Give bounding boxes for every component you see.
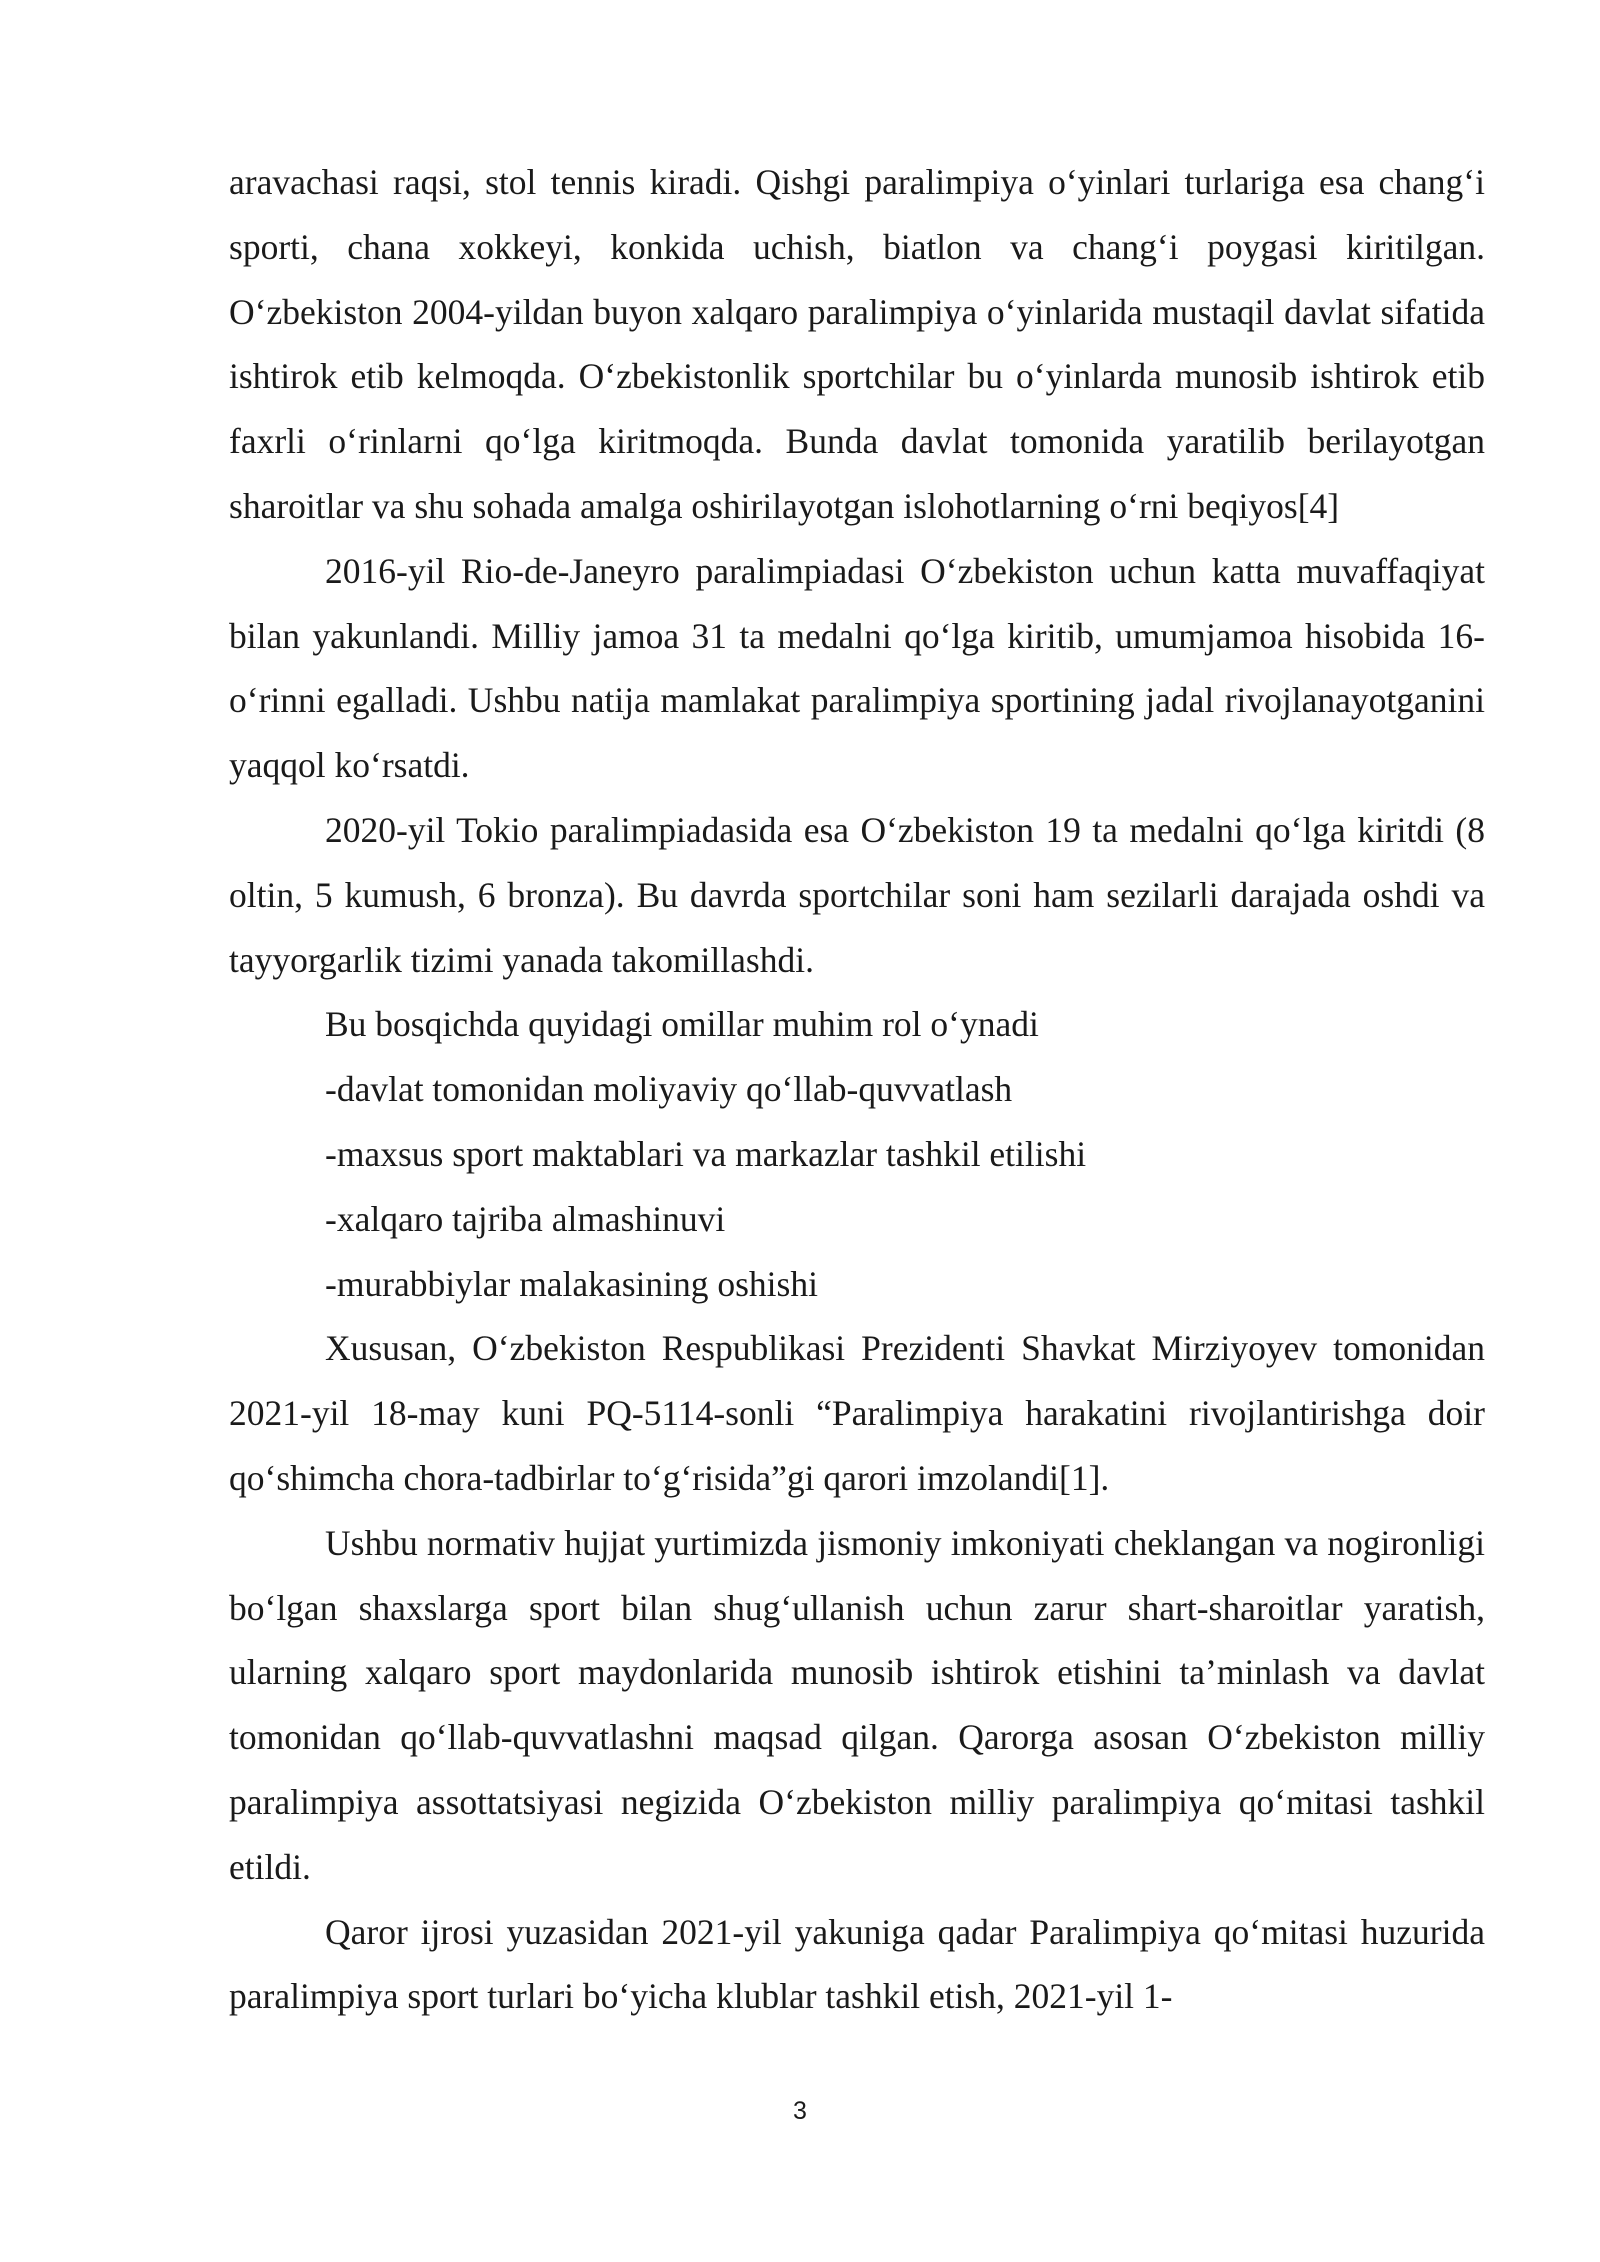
paragraph-continuation: aravachasi raqsi, stol tennis kiradi. Qishgi paralimpiya o‘yinlari turlariga esa chang‘i sporti, chana xokkeyi, konkida uchish, biatlon va chang‘i poygasi kiritilgan. O‘zbekiston 2004-yildan buyon xalqaro paralimpiya o‘yinlarida mustaqil davlat sifatida ishtirok etib kelmoqda. O‘zbekistonlik sportchilar bu o‘yinlarda munosib ishtirok etib faxrli o‘rinlarni qo‘lga kiritmoqda. Bunda davlat tomonida yaratilib berilayotgan sharoitlar va shu sohada amalga oshirilayotgan islohotlarning o‘rni beqiyos[4]: [229, 162, 1485, 526]
paragraph-decree: Xususan, O‘zbekiston Respublikasi Prezidenti Shavkat Mirziyoyev tomonidan 2021-yil 18-may kuni PQ-5114-sonli “Paralimpiya harakatini rivojlantirishga doir qo‘shimcha chora-tadbirlar to‘g‘risida”gi qarori imzolandi[1].: [229, 1328, 1485, 1498]
paragraph-decision-execution: Qaror ijrosi yuzasidan 2021-yil yakuniga qadar Paralimpiya qo‘mitasi huzurida paralimpiya sport turlari bo‘yicha klublar tashkil etish, 2021-yil 1-: [229, 1911, 1485, 2017]
paragraph-tokyo-2020: 2020-yil Tokio paralimpiadasida esa O‘zbekiston 19 ta medalni qo‘lga kiritdi (8 oltin, 5 kumush, 6 bronza). Bu davrda sportchilar soni ham sezilarli darajada oshdi va tayyorgarlik tizimi yanada takomillashdi.: [229, 809, 1485, 980]
paragraph-normative-document: Ushbu normativ hujjat yurtimizda jismoniy imkoniyati cheklangan va nogironligi bo‘lgan shaxslarga sport bilan shug‘ullanish uchun zarur shart-sharoitlar yaratish, ularning xalqaro sport maydonlarida munosib ishtirok etishini ta’minlash va davlat tomonidan qo‘llab-quvvatlashni maqsad qilgan. Qarorga asosan O‘zbekiston milliy paralimpiya assottatsiyasi negizida O‘zbekiston milliy paralimpiya qo‘mitasi tashkil etildi.: [229, 1522, 1485, 1887]
paragraph-factors-intro: Bu bosqichda quyidagi omillar muhim rol o‘ynadi: [325, 1004, 1039, 1045]
list-item: -maxsus sport maktablari va markazlar tashkil etilishi: [325, 1133, 1087, 1174]
list-item: -murabbiylar malakasining oshishi: [325, 1263, 818, 1304]
list-item: -davlat tomonidan moliyaviy qo‘llab-quvvatlash: [325, 1069, 1013, 1110]
list-item: -xalqaro tajriba almashinuvi: [325, 1198, 726, 1239]
paragraph-rio-2016: 2016-yil Rio-de-Janeyro paralimpiadasi O‘zbekiston uchun katta muvaffaqiyat bilan yakunlandi. Milliy jamoa 31 ta medalni qo‘lga kiritib, umumjamoa hisobida 16-o‘rinni egalladi. Ushbu natija mamlakat paralimpiya sportining jadal rivojlanayotganini yaqqol ko‘rsatdi.: [229, 550, 1485, 786]
page-number: 3: [793, 2097, 807, 2125]
document-body: [229, 150, 1485, 2029]
